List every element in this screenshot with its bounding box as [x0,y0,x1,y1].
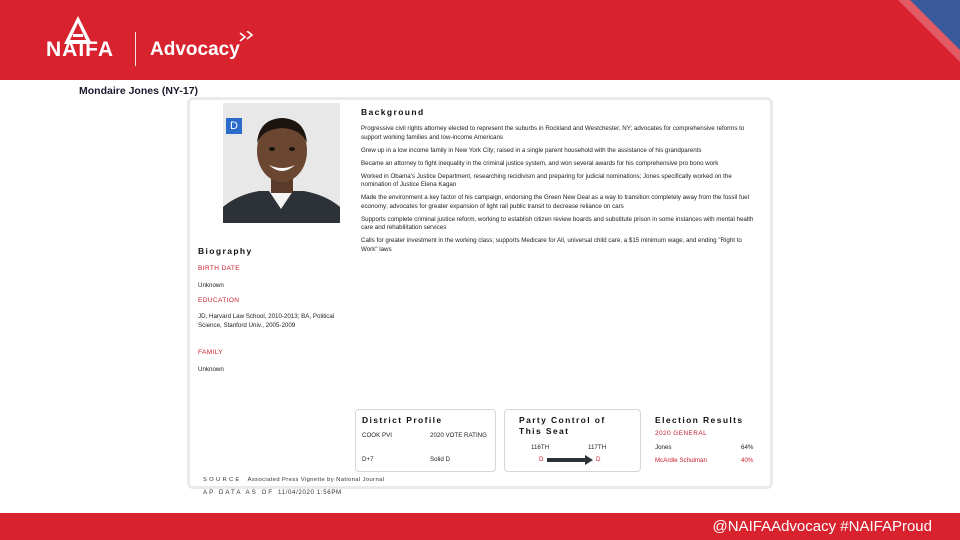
background-list [361,125,757,259]
vote-rating-value: Solid D [430,456,450,463]
background-item: Became an attorney to fight inequality in the criminal justice system, and won several awards for his comprehensive pro bono work [361,159,719,167]
chevrons-icon [238,31,256,45]
congress-116-label: 116TH [531,444,550,451]
control-117-value: D [596,456,601,463]
congress-117-label: 117TH [588,444,607,451]
election-results-title: Election Results [655,415,744,425]
source-text: Associated Press Vignette by National Journal [247,477,385,483]
arrow-right-icon [547,455,593,465]
background-item: Worked in Obama's Justice Department, researching recidivism and preparing for judicial nominations; Jones specifically worked on the nomination of Justice Elena Kagan [361,172,732,189]
footer-bar [0,513,960,540]
education-value: JD, Harvard Law School, 2010-2013; BA, Political Science, Stanford Univ., 2005-2009 [198,313,335,329]
biography-title: Biography [198,246,253,256]
vote-rating-label: 2020 VOTE RATING [430,432,487,439]
candidate-percent: 64% [741,444,754,451]
footer-hashtags: @NAIFAAdvocacy #NAIFAProud [712,518,932,535]
header-bar [0,0,960,80]
asof-value: 11/04/2020 1:56PM [278,489,342,496]
candidate-name: Jones [655,444,672,451]
family-label: FAMILY [198,349,224,356]
party-badge: D [226,118,242,134]
birth-date-value: Unknown [198,282,224,289]
district-profile-title: District Profile [362,415,443,425]
birth-date-label: BIRTH DATE [198,265,241,272]
party-control-title: Party Control of This Seat [519,415,606,436]
data-timestamp-line [203,489,342,496]
source-label: SOURCE [203,477,242,483]
background-title: Background [361,107,425,117]
control-116-value: D [539,456,544,463]
education-label: EDUCATION [198,297,240,304]
page-title: Mondaire Jones (NY-17) [79,85,199,97]
cook-pvi-label: COOK PVI [362,432,392,439]
logo-text: NAIFA [46,38,114,61]
asof-label: AP DATA AS OF [203,489,275,496]
candidate-percent: 40% [741,457,754,464]
cook-pvi-value: D+7 [362,456,374,463]
background-item: Made the environment a key factor of his campaign, endorsing the Green New Deal as a way to transition completely away from the fossil fuel economy; advocates for greater expansion of light rail public transit to decrease reliance on cars [361,194,749,210]
election-subtitle: 2020 GENERAL [655,430,708,437]
background-item: Grew up in a low income family in New York City; raised in a single parent household with the assistance of his grandparents [361,146,702,154]
corner-stripe-graphic [880,0,960,80]
header-section-title: Advocacy [150,39,240,60]
background-item: Calls for greater investment in the working class; supports Medicare for All, universal child care, a $15 minimum wage, and ending "Right to Work" laws [361,237,742,253]
background-item: Supports complete criminal justice reform, working to establish citizen review boards and substitute prison in some instances with mental health care and rehabilitation services [361,215,754,232]
source-line [203,477,384,483]
header-divider [135,32,136,66]
family-value: Unknown [198,366,224,373]
background-item: Progressive civil rights attorney elected to represent the suburbs in Rockland and Westchester, NY; advocates for comprehensive reforms to support working families and low-income Americans [361,125,745,141]
candidate-name: McArdle Schulman [655,457,707,464]
